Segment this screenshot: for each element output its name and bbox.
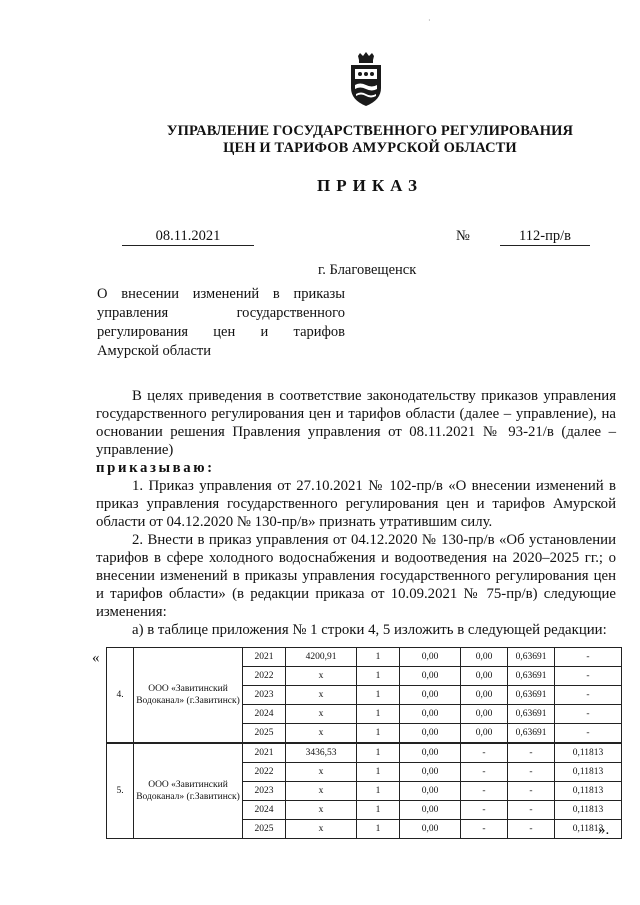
col-cell: 0,00 (400, 667, 461, 686)
order-date: 08.11.2021 (122, 228, 254, 246)
col-cell: 0,00 (400, 801, 461, 820)
row-number-cell: 5. (107, 743, 134, 839)
col-cell: 0,00 (461, 667, 508, 686)
col-cell: 0,00 (400, 743, 461, 763)
year-cell: 2024 (243, 705, 286, 724)
year-cell: 2022 (243, 667, 286, 686)
col-cell: - (555, 724, 622, 744)
index-cell: 1 (357, 763, 400, 782)
year-cell: 2025 (243, 724, 286, 744)
org-name-line2: ЦЕН И ТАРИФОВ АМУРСКОЙ ОБЛАСТИ (223, 140, 517, 156)
tariff-table (106, 647, 622, 839)
order-number: 112-пр/в (500, 228, 590, 246)
index-cell: 1 (357, 724, 400, 744)
col-cell: 0,11813 (555, 743, 622, 763)
preamble-paragraph: В целях приведения в соответствие законодательству приказов управления государственного регулирования цен и тарифов области (далее – управление), на основании решения Правления управления от 08.11.2021 № 93-21/в (далее – управление) (96, 388, 616, 458)
table-row (107, 743, 622, 763)
table-quote-close: ». (598, 822, 610, 838)
index-cell: 1 (357, 782, 400, 801)
number-label: № (456, 228, 470, 244)
value-cell: 3436,53 (286, 743, 357, 763)
value-cell: x (286, 705, 357, 724)
index-cell: 1 (357, 820, 400, 839)
index-cell: 1 (357, 667, 400, 686)
index-cell: 1 (357, 686, 400, 705)
subject-line-4: Амурской области (97, 343, 211, 359)
year-cell: 2024 (243, 801, 286, 820)
col-cell: - (461, 820, 508, 839)
col-cell: 0,00 (400, 705, 461, 724)
col-cell: - (461, 743, 508, 763)
value-cell: x (286, 782, 357, 801)
subject-line-2: управления государственного (97, 305, 345, 321)
col-cell: 0,63691 (508, 724, 555, 744)
document-title: ПРИКАЗ (317, 176, 423, 195)
city: г. Благовещенск (318, 262, 417, 278)
table-row (107, 648, 622, 667)
order-subject (97, 285, 345, 361)
col-cell: - (461, 763, 508, 782)
year-cell: 2021 (243, 648, 286, 667)
subject-line-1: О внесении изменений в приказы (97, 286, 345, 302)
col-cell: - (508, 820, 555, 839)
value-cell: 4200,91 (286, 648, 357, 667)
col-cell: 0,00 (400, 648, 461, 667)
order-body (96, 387, 616, 639)
col-cell: - (461, 801, 508, 820)
col-cell: 0,11813 (555, 763, 622, 782)
item-2a-paragraph: а) в таблице приложения № 1 строки 4, 5 изложить в следующей редакции: (132, 622, 607, 638)
value-cell: x (286, 801, 357, 820)
col-cell: 0,63691 (508, 686, 555, 705)
col-cell: 0,63691 (508, 705, 555, 724)
col-cell: 0,00 (400, 782, 461, 801)
index-cell: 1 (357, 743, 400, 763)
col-cell: - (508, 801, 555, 820)
col-cell: - (508, 763, 555, 782)
item-2-paragraph: 2. Внести в приказ управления от 04.12.2020 № 130-пр/в «Об установлении тарифов в сфере холодного водоснабжения и водоотведения на 2020–2025 гг.; о внесении изменений в приказы управления государственного регулирования цен и тарифов области» (в редакции приказа от 10.09.2021 № 75-пр/в) следующие изменения: (96, 532, 616, 620)
col-cell: 0,11813 (555, 801, 622, 820)
col-cell: - (461, 782, 508, 801)
col-cell: - (555, 667, 622, 686)
col-cell: 0,00 (461, 686, 508, 705)
value-cell: x (286, 724, 357, 744)
year-cell: 2021 (243, 743, 286, 763)
org-name-line1: УПРАВЛЕНИЕ ГОСУДАРСТВЕННОГО РЕГУЛИРОВАНИЯ (166, 123, 574, 139)
organization-cell: ООО «Завитинский Водоканал» (г.Завитинск) (134, 743, 243, 839)
organization-cell: ООО «Завитинский Водоканал» (г.Завитинск) (134, 648, 243, 744)
value-cell: x (286, 763, 357, 782)
value-cell: x (286, 667, 357, 686)
col-cell: 0,00 (400, 820, 461, 839)
scan-dot: · (428, 16, 431, 25)
index-cell: 1 (357, 705, 400, 724)
col-cell: - (555, 686, 622, 705)
col-cell: - (555, 648, 622, 667)
col-cell: - (555, 705, 622, 724)
item-1-paragraph: 1. Приказ управления от 27.10.2021 № 102-пр/в «О внесении изменений в приказ управления государственного регулирования цен и тарифов Амурской области от 04.12.2020 № 130-пр/в» признать утратившим силу. (96, 478, 616, 530)
col-cell: 0,00 (400, 686, 461, 705)
index-cell: 1 (357, 648, 400, 667)
row-number-cell: 4. (107, 648, 134, 744)
col-cell: 0,11813 (555, 782, 622, 801)
order-word: приказываю: (96, 460, 215, 476)
subject-line-3: регулирования цен и тарифов (97, 324, 345, 340)
col-cell: 0,11813 (555, 820, 622, 839)
year-cell: 2022 (243, 763, 286, 782)
col-cell: 0,63691 (508, 667, 555, 686)
value-cell: x (286, 686, 357, 705)
col-cell: 0,00 (461, 705, 508, 724)
index-cell: 1 (357, 801, 400, 820)
table-quote-open: « (92, 650, 100, 666)
amur-region-emblem-icon (346, 52, 386, 108)
col-cell: 0,00 (461, 724, 508, 744)
year-cell: 2023 (243, 782, 286, 801)
year-cell: 2023 (243, 686, 286, 705)
col-cell: - (508, 743, 555, 763)
col-cell: 0,00 (400, 724, 461, 744)
col-cell: 0,63691 (508, 648, 555, 667)
col-cell: - (508, 782, 555, 801)
value-cell: x (286, 820, 357, 839)
year-cell: 2025 (243, 820, 286, 839)
col-cell: 0,00 (461, 648, 508, 667)
col-cell: 0,00 (400, 763, 461, 782)
